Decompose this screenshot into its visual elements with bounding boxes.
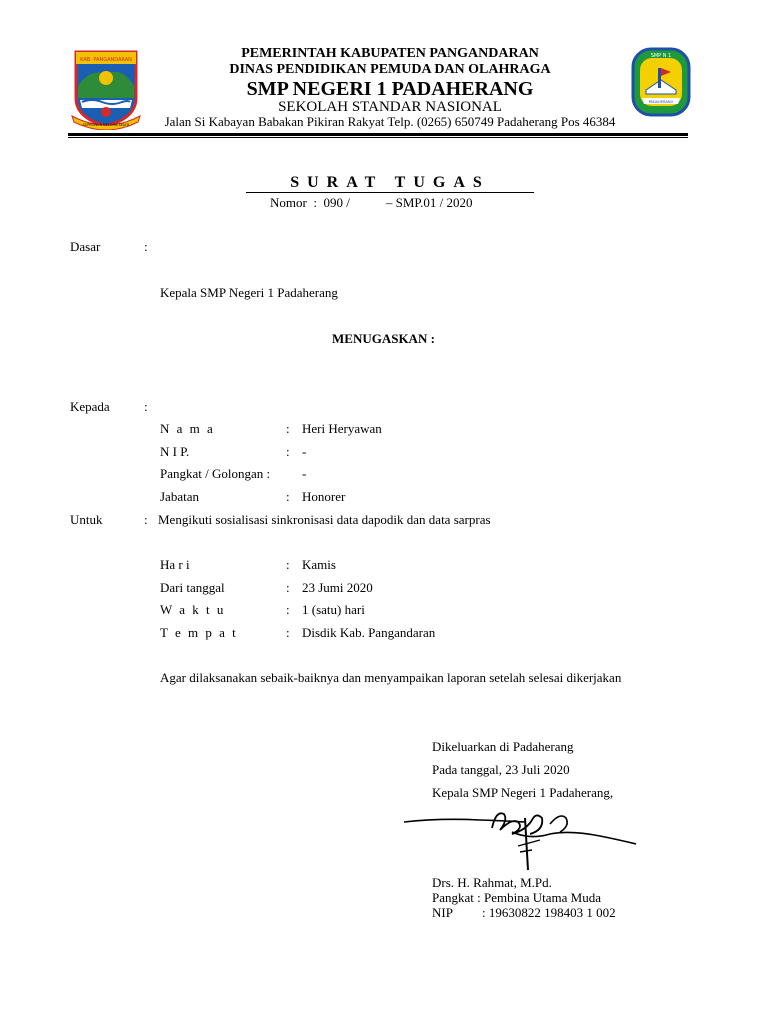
schedule-row-value: 23 Jumi 2020 <box>302 580 373 595</box>
kepada-row-value: Honorer <box>302 489 346 504</box>
untuk-value: Mengikuti sosialisasi sinkronisasi data dapodik dan data sarpras <box>158 512 491 527</box>
kepada-row-colon: : <box>286 421 290 436</box>
document-number <box>270 195 473 211</box>
kepada-label: Kepada <box>70 399 110 414</box>
nomor-label: Nomor <box>270 195 307 210</box>
signer-position: Kepala SMP Negeri 1 Padaherang, <box>432 785 614 800</box>
signer-rank: Pangkat : Pembina Utama Muda <box>432 890 601 905</box>
school-name: SMP NEGERI 1 PADAHERANG <box>246 78 534 100</box>
left-logo-ribbon: SEPRONUH BELOHA SEJATI <box>82 123 130 127</box>
schedule-row-label: W a k t u <box>160 602 226 617</box>
nomor-colon: : <box>313 195 317 210</box>
untuk-colon: : <box>144 512 148 527</box>
schedule-row-value: Kamis <box>302 557 336 572</box>
kepada-row-value: Heri Heryawan <box>302 421 382 436</box>
schedule-row-value: 1 (satu) hari <box>302 602 365 617</box>
document-title: SURAT TUGAS <box>246 174 534 193</box>
schedule-row-colon: : <box>286 625 290 640</box>
schedule-row-colon: : <box>286 602 290 617</box>
kepada-row-label: Jabatan <box>160 489 199 504</box>
school-address: Jalan Si Kabayan Babakan Pikiran Rakyat Telp. (0265) 650749 Padaherang Pos 46384 <box>164 114 616 129</box>
schedule-row-label: Ha r i <box>160 557 190 572</box>
right-logo-text: SMP N 1 <box>650 53 672 59</box>
nomor-value: 090 / <box>323 195 350 210</box>
left-logo-text: KAB. PANGANDARAN <box>80 57 132 63</box>
kepada-colon: : <box>144 399 148 414</box>
signer-nip-label: NIP <box>432 905 453 920</box>
issuer: Kepala SMP Negeri 1 Padaherang <box>160 285 338 300</box>
issued-at: Dikeluarkan di Padaherang <box>432 739 574 754</box>
letterhead-line1: PEMERINTAH KABUPATEN PANGANDARAN <box>241 46 539 61</box>
schedule-row-label: Dari tanggal <box>160 580 225 595</box>
schedule-row-colon: : <box>286 557 290 572</box>
kepada-row-label: N I P. <box>160 444 190 459</box>
nomor-suffix: – SMP.01 / 2020 <box>385 195 473 210</box>
dasar-colon: : <box>144 239 148 254</box>
schedule-row-colon: : <box>286 580 290 595</box>
kepada-row-colon: : <box>286 489 290 504</box>
letterhead-divider-thin <box>68 137 688 138</box>
school-subtitle: SEKOLAH STANDAR NASIONAL <box>278 99 502 115</box>
menugaskan-heading: MENUGASKAN : <box>332 331 435 346</box>
closing-text: Agar dilaksanakan sebaik-baiknya dan menyampaikan laporan setelah selesai dikerjakan <box>160 670 622 685</box>
letterhead-divider-thick <box>68 133 688 136</box>
handwritten-signature <box>400 800 640 885</box>
schedule-row-label: T e m p a t <box>160 625 238 640</box>
dasar-label: Dasar <box>70 239 101 254</box>
untuk-label: Untuk <box>70 512 103 527</box>
kepada-row-colon: : <box>286 444 290 459</box>
kepada-row-value: - <box>302 466 307 481</box>
schedule-row-value: Disdik Kab. Pangandaran <box>302 625 436 640</box>
letterhead-line2: DINAS PENDIDIKAN PEMUDA DAN OLAHRAGA <box>229 62 551 77</box>
issued-date: Pada tanggal, 23 Juli 2020 <box>432 762 570 777</box>
right-logo-ribbon: PADAHERANG <box>648 100 674 104</box>
kepada-row-label: Pangkat / Golongan : <box>160 466 271 481</box>
signer-name: Drs. H. Rahmat, M.Pd. <box>432 875 552 890</box>
kepada-row-value: - <box>302 444 307 459</box>
kepada-row-label: N a m a <box>160 421 215 436</box>
signer-nip-value: : 19630822 198403 1 002 <box>482 905 616 920</box>
